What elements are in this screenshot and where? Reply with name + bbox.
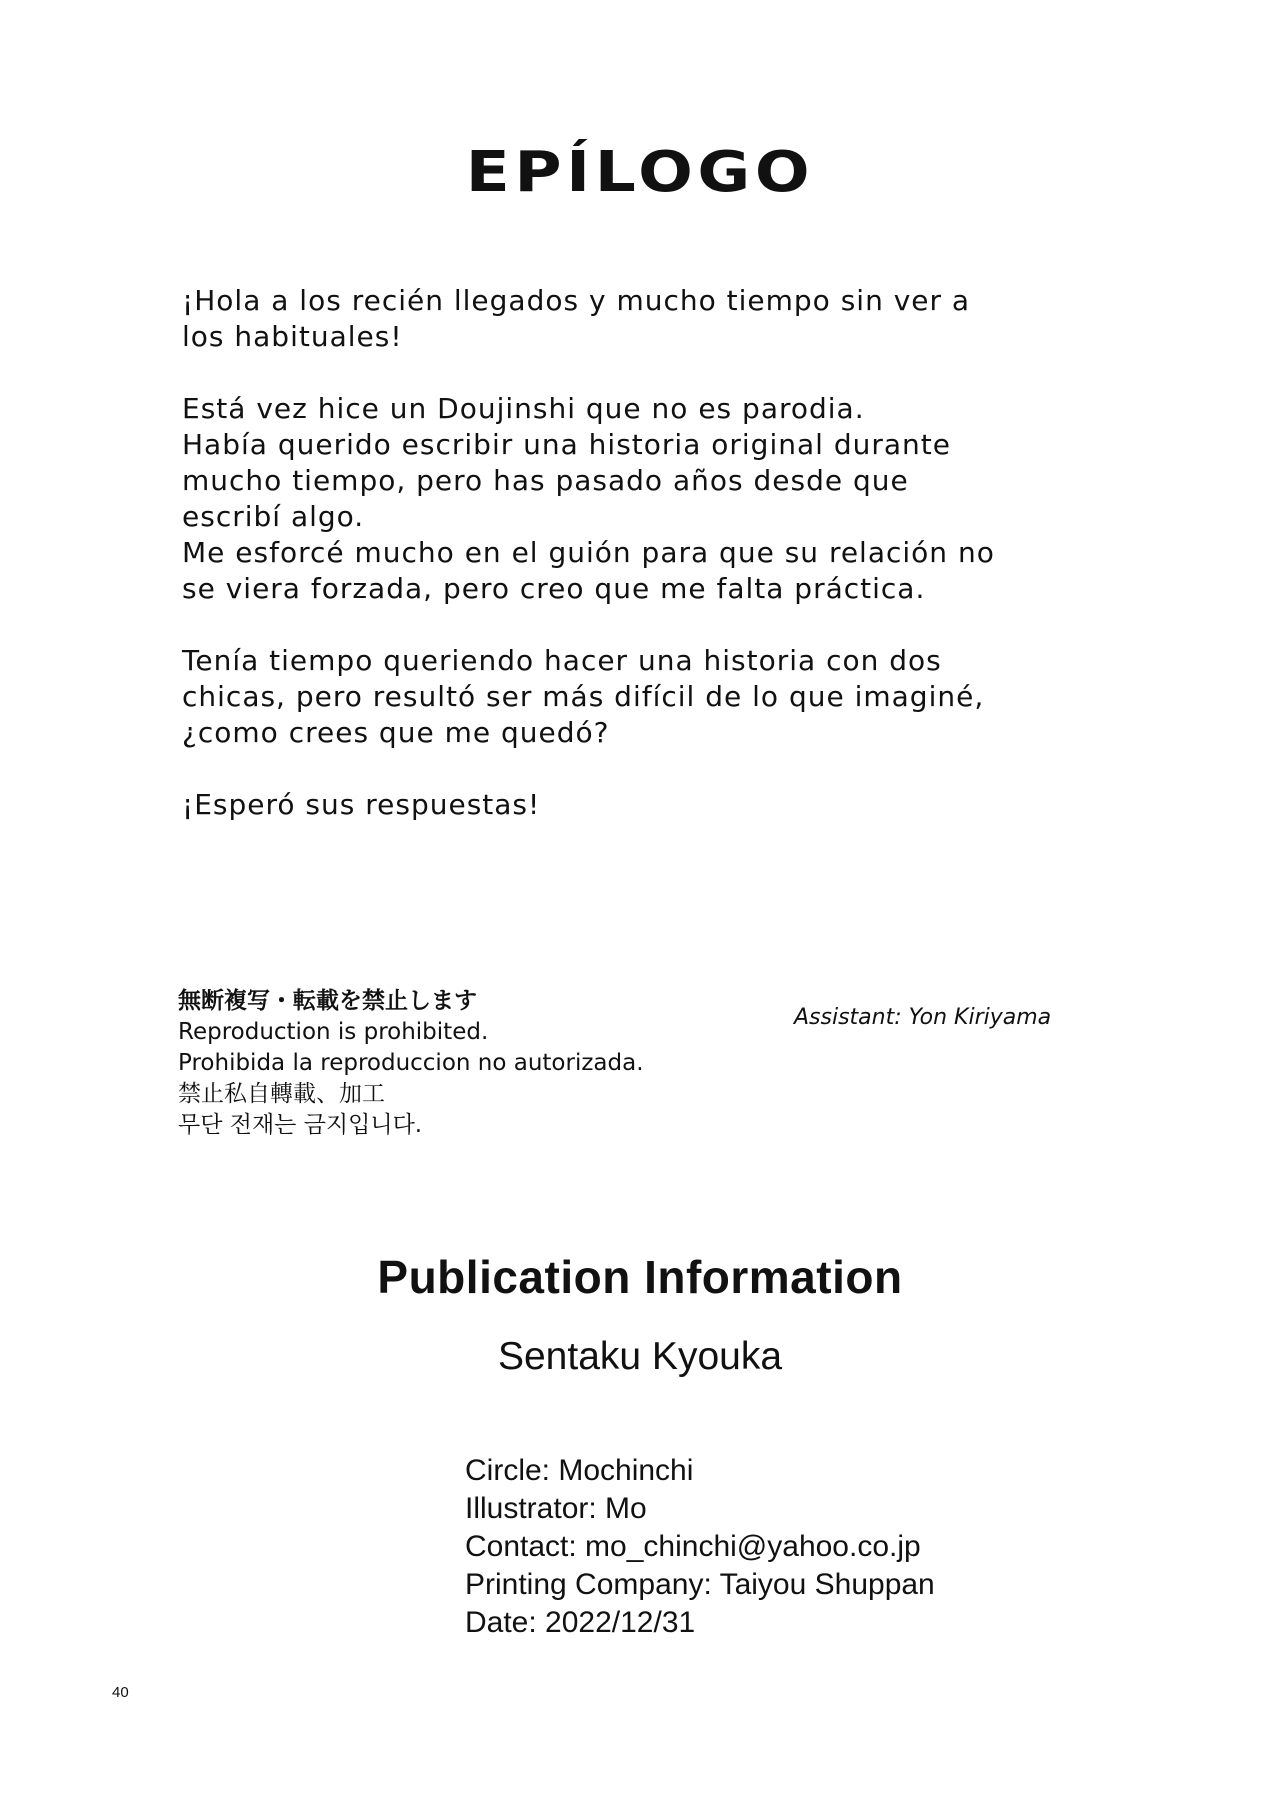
notice-japanese: 無断複写・転載を禁止します: [178, 988, 477, 1014]
epilogue-paragraph-question: Tenía tiempo queriendo hacer una historia con dos chicas, pero resultó ser más difícil de lo que imaginé, ¿como crees que me quedó?: [182, 644, 985, 749]
publication-details: [465, 1452, 935, 1642]
epilogue-paragraph-closing: ¡Esperó sus respuestas!: [182, 788, 541, 821]
epilogue-paragraph-story: Está vez hice un Doujinshi que no es parodia. Había querido escribir una historia original durante mucho tiempo, pero has pasado años desde que escribí algo. Me esforcé mucho en el guión para que su relación no se viera forzada, pero creo que me falta práctica.: [182, 392, 995, 605]
assistant-credit: Assistant: Yon Kiriyama: [794, 1005, 1052, 1030]
publication-heading: Publication Information: [377, 1251, 903, 1303]
detail-printing-company: Printing Company: Taiyou Shuppan: [465, 1568, 935, 1601]
notice-spanish: Prohibida la reproduccion no autorizada.: [178, 1050, 644, 1076]
epilogue-paragraph-greeting: ¡Hola a los recién llegados y mucho tiempo sin ver a los habituales!: [182, 284, 971, 353]
page-number: 40: [112, 1684, 129, 1701]
notice-chinese: 禁止私自轉載、加工: [178, 1081, 385, 1107]
notice-korean: 무단 전재는 금지입니다.: [178, 1112, 423, 1138]
detail-contact: Contact: mo_chinchi@yahoo.co.jp: [465, 1530, 921, 1563]
detail-illustrator: Illustrator: Mo: [465, 1492, 647, 1525]
publication-title: Sentaku Kyouka: [497, 1335, 783, 1378]
epilogue-title: EPÍLOGO: [465, 140, 815, 205]
epilogue-body: [182, 283, 1142, 859]
detail-circle: Circle: Mochinchi: [465, 1454, 694, 1487]
notice-english: Reproduction is prohibited.: [178, 1019, 489, 1045]
detail-date: Date: 2022/12/31: [465, 1606, 696, 1639]
reproduction-notice: [178, 986, 778, 1141]
